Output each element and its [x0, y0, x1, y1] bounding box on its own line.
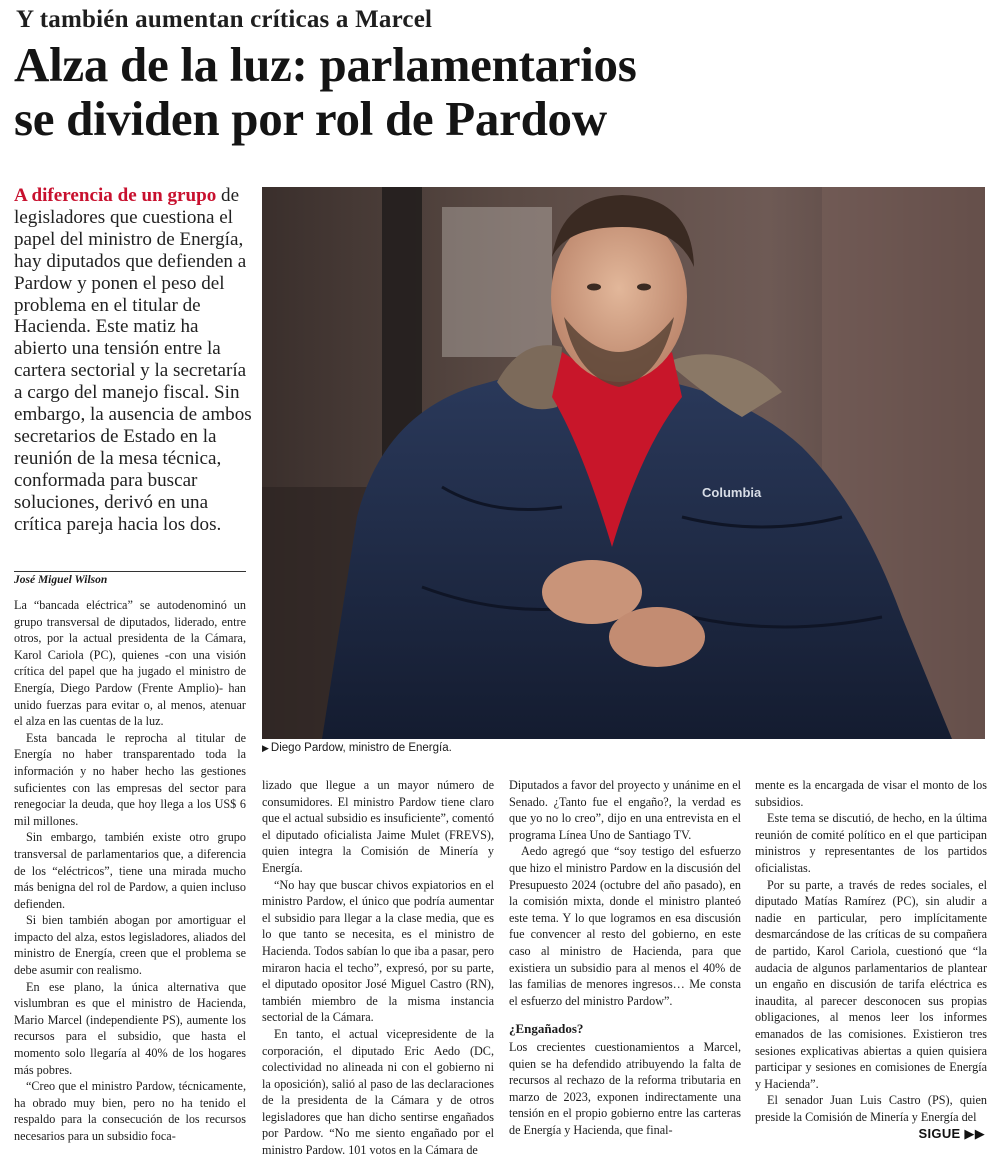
paragraph: En ese plano, la única alternativa que vislumbran es que el ministro de Hacienda, Mario Marcel (independiente PS), aumente los recursos para el subsidio, que hasta el momento solo llegaría al 40% de los hogares más pobres.: [14, 979, 246, 1077]
paragraph: Los crecientes cuestionamientos a Marcel, quien se ha defendido atribuyendo la falta de recursos al rechazo de la reforma tributaria en marzo de 2023, exponen indirectamente una tensión en el propio gobierno entre las carteras de Energía y Hacienda, que final-: [509, 1039, 741, 1137]
headline: [14, 38, 994, 146]
lead-text: de legisladores que cuestiona el papel del ministro de Energía, hay diputados que defienden a Pardow y ponen el peso del problema en el titular de Hacienda. Este matiz ha abierto una tensión entre la cartera sectorial y la secretaría a cargo del manejo fiscal. Sin embargo, la ausencia de ambos secretarios de Estado en la reunión de la mesa técnica, conformada para buscar soluciones, derivó en una crítica pareja hacia los dos.: [14, 185, 252, 535]
photo-caption-text: Diego Pardow, ministro de Energía.: [270, 742, 452, 754]
paragraph: El senador Juan Luis Castro (PS), quien preside la Comisión de Minería y Energía del: [755, 1093, 987, 1124]
paragraph: Diputados a favor del proyecto y unánime en el Senado. ¿Tanto fue el engaño?, la verdad es que yo no lo creo”, dijo en una entrevista en el programa Línea Uno de Santiago TV.: [509, 778, 741, 842]
headline-line-2: se dividen por rol de Pardow: [14, 91, 607, 146]
subheading: ¿Engañados?: [509, 1021, 584, 1037]
paragraph: Sin embargo, también existe otro grupo transversal de parlamentarios que, a diferencia de los “eléctricos”, tiene una mirada mucho más benigna del rol de Pardow, a quien incluso defienden.: [14, 830, 246, 911]
kicker: Y también aumentan críticas a Marcel: [16, 6, 433, 33]
photo-caption: [262, 742, 452, 754]
paragraph: Este tema se discutió, de hecho, en la última reunión de comité político en el que participan ministros y representantes de los partidos oficialistas.: [755, 811, 987, 875]
paragraph: Por su parte, a través de redes sociales, el diputado Matías Ramírez (PC), sin aludir a nadie en particular, pero implícitamente desmarcándose de las críticas de su compañera de partido, Karol Cariola, cuestionó que “la audacia de algunos parlamentarios de plantear un engaño en discusión de tarifa eléctrica es inaudita, al parecer desconocen sus propias obligaciones, al menos leer los informes emanados de las comisiones. Existieron tres sesiones explicativas abiertas a quien quisiera participar y sesiones en comisiones de Energía y Hacienda”.: [755, 877, 987, 1091]
paragraph: Si bien también abogan por amortiguar el impacto del alza, estos legisladores, aliados del ministro de Energía, creen que el problema se debe asumir con realismo.: [14, 913, 246, 978]
column-4: [755, 777, 987, 1125]
paragraph: La “bancada eléctrica” se autodenominó un grupo transversal de diputados, liderado, entre otros, por la actual presidenta de la Cámara, Karol Cariola (PC), quienes -con una visión crítica del papel que ha jugado el ministro de Energía, Diego Pardow (Frente Amplio)- han unido fuerzas para evitar o, al menos, atenuar el alza en las cuentas de la luz.: [14, 598, 246, 729]
paragraph: Esta bancada le reprocha al titular de Energía no haber transparentado toda la información y no haber hecho las gestiones suficientes con las empresas del sector para renegociar la deuda, que hoy llega a los US$ 6 mil millones.: [14, 730, 246, 828]
paragraph: “Creo que el ministro Pardow, técnicamente, ha obrado muy bien, pero no ha tenido el respaldo para la consecución de los recursos necesarios para un subsidio foca-: [14, 1079, 246, 1143]
column-3: [509, 777, 741, 1138]
paragraph: lizado que llegue a un mayor número de consumidores. El ministro Pardow tiene claro que el actual subsidio es insuficiente”, comentó el diputado oficialista Jaime Mulet (FREVS), quien integra la Comisión de Minería y Energía.: [262, 778, 494, 875]
paragraph: En tanto, el actual vicepresidente de la corporación, el diputado Eric Aedo (DC, colectividad no alineada ni con el gobierno ni la oposición), salió al paso de las declaraciones de la presidenta de la Cámara y de otros legisladores que han dicho sentirse engañados por Pardow. “No me siento engañado por el ministro Pardow. 101 votos en la Cámara de: [262, 1026, 494, 1158]
triangle-right-icon: ▶: [262, 743, 269, 753]
byline: José Miguel Wilson: [14, 574, 108, 586]
paragraph: “No hay que buscar chivos expiatorios en el ministro Pardow, el único que podría aumentar el subsidio para llegar a la clase media, que es lo que tanto se necesita, es el ministro de Hacienda. Todos sabían lo que iba a pasar, pero miraron hacia el techo”, expresó, por su parte, el diputado opositor José Miguel Castro (RN), también miembro de la misma instancia sectorial de la Cámara.: [262, 877, 494, 1025]
column-1: [14, 597, 246, 1145]
byline-rule: [14, 571, 246, 572]
lead-paragraph: [14, 185, 254, 536]
lead-highlight: A diferencia de un grupo: [14, 185, 217, 206]
jacket-logo-text: Columbia: [702, 485, 762, 500]
column-2: [262, 777, 494, 1159]
headline-line-1: Alza de la luz: parlamentarios: [14, 37, 637, 92]
continue-marker: SIGUE ▶▶: [918, 1126, 985, 1141]
paragraph: mente es la encargada de visar el monto de los subsidios.: [755, 778, 987, 809]
paragraph: Aedo agregó que “soy testigo del esfuerzo que hizo el ministro Pardow en la discusión del Presupuesto 2024 (octubre del año pasado), en la comisión mixta, donde el ministro planteó este tema. Y lo que logramos en esa discusión fue convencer al resto del gobierno, en este caso al ministro de Hacienda, para que existiera un subsidio para al menos el 40% de las familias de menores ingresos… Me consta el esfuerzo del ministro Pardow”.: [509, 844, 741, 1008]
news-photo: [262, 187, 985, 739]
